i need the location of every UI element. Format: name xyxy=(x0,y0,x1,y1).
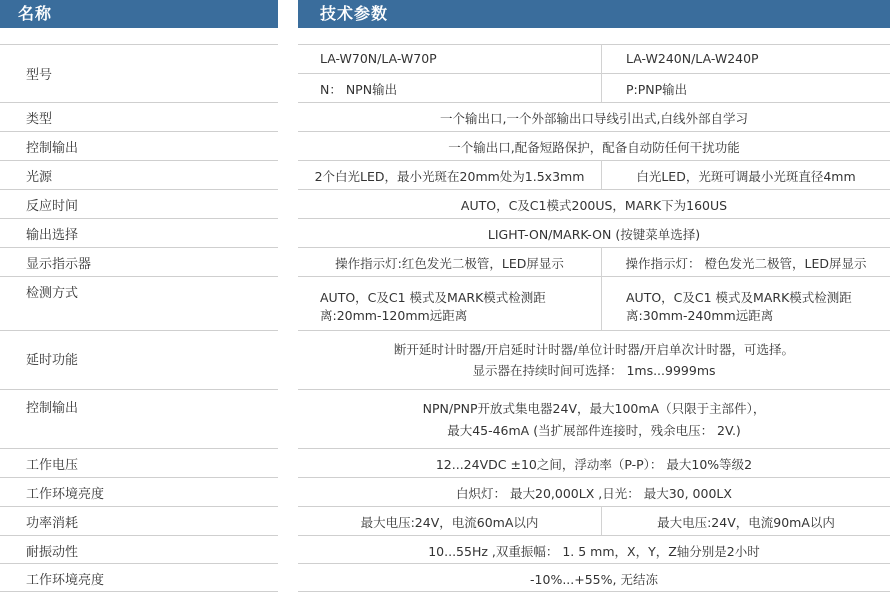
detection-value-2-line1: AUTO，C及C1 模式及MARK模式检测距 xyxy=(626,290,852,305)
row-label-control-output: 控制输出 xyxy=(26,141,79,156)
divider xyxy=(298,563,890,564)
indicator-value-2: 操作指示灯： 橙色发光二极管，LED屏显示 xyxy=(625,256,867,271)
row-label-brightness: 工作环境亮度 xyxy=(26,487,105,502)
divider xyxy=(0,330,278,331)
divider xyxy=(0,44,278,45)
divider xyxy=(0,563,278,564)
divider xyxy=(0,389,278,390)
divider xyxy=(298,276,890,277)
divider xyxy=(0,477,278,478)
divider xyxy=(0,448,278,449)
column-header-name: 名称 xyxy=(0,0,278,28)
row-label-type: 类型 xyxy=(26,112,53,127)
divider xyxy=(0,218,278,219)
divider xyxy=(298,131,890,132)
divider xyxy=(0,276,278,277)
column-divider xyxy=(601,44,602,102)
divider xyxy=(298,102,890,103)
light-source-value-2: 白光LED，光斑可调最小光斑直径4mm xyxy=(636,169,856,184)
env-value: -10%...+55%, 无结冻 xyxy=(530,572,658,587)
divider xyxy=(0,247,278,248)
divider xyxy=(298,535,890,536)
divider xyxy=(0,160,278,161)
row-label-power: 功率消耗 xyxy=(26,516,79,531)
divider xyxy=(298,389,890,390)
row-label-control-output-2: 控制输出 xyxy=(26,401,79,416)
model-value-npn: N： NPN输出 xyxy=(320,82,398,97)
voltage-value: 12...24VDC ±10之间，浮动率（P-P）： 最大10%等级2 xyxy=(435,457,753,472)
delay-value-line1: 断开延时计时器/开启延时计时器/单位计时器/开启单次计时器，可选择。 xyxy=(393,342,795,357)
vibration-value: 10...55Hz ,双重振幅： 1. 5 mm，X，Y，Z轴分别是2小时 xyxy=(428,544,760,559)
row-label-delay: 延时功能 xyxy=(26,353,79,368)
divider xyxy=(0,102,278,103)
response-time-value: AUTO，C及C1模式200US，MARK下为160US xyxy=(460,198,728,213)
divider xyxy=(298,448,890,449)
row-label-indicator: 显示指示器 xyxy=(26,257,92,272)
row-label-detection: 检测方式 xyxy=(26,286,79,301)
type-value: 一个输出口,一个外部输出口导线引出式,白线外部自学习 xyxy=(440,111,748,126)
row-label-env: 工作环境亮度 xyxy=(26,573,105,588)
divider xyxy=(298,73,890,74)
divider xyxy=(298,506,890,507)
divider xyxy=(298,247,890,248)
column-header-spec: 技术参数 xyxy=(298,0,890,28)
power-value-1: 最大电压:24V，电流60mA以内 xyxy=(360,515,539,530)
output-select-value: LIGHT-ON/MARK-ON (按键菜单选择) xyxy=(487,227,701,242)
divider xyxy=(298,330,890,331)
divider xyxy=(298,218,890,219)
row-label-model: 型号 xyxy=(26,68,53,83)
row-label-light-source: 光源 xyxy=(26,170,53,185)
row-label-response-time: 反应时间 xyxy=(26,199,79,214)
detection-value-1-line1: AUTO，C及C1 模式及MARK模式检测距 xyxy=(320,290,546,305)
divider xyxy=(298,160,890,161)
brightness-value: 白炽灯： 最大20,000LX ,日光： 最大30, 000LX xyxy=(456,486,732,501)
divider xyxy=(298,477,890,478)
divider xyxy=(0,131,278,132)
detection-value-2-line2: 离:30mm-240mm远距离 xyxy=(626,308,774,323)
control-output-2-line2: 最大45-46mA (当扩展部件连接时，残余电压： 2V.) xyxy=(447,423,741,438)
divider xyxy=(0,535,278,536)
model-value-1: LA-W70N/LA-W70P xyxy=(320,51,437,66)
power-value-2: 最大电压:24V，电流90mA以内 xyxy=(657,515,835,530)
detection-value-1-line2: 离:20mm-120mm远距离 xyxy=(320,308,468,323)
divider xyxy=(0,189,278,190)
indicator-value-1: 操作指示灯:红色发光二极管，LED屏显示 xyxy=(335,256,564,271)
divider xyxy=(298,189,890,190)
model-value-pnp: P:PNP输出 xyxy=(626,82,688,97)
divider xyxy=(298,44,890,45)
light-source-value-1: 2个白光LED，最小光斑在20mm处为1.5x3mm xyxy=(314,169,585,184)
delay-value-line2: 显示器在持续时间可选择： 1ms...9999ms xyxy=(472,363,716,378)
control-output-2-line1: NPN/PNP开放式集电器24V，最大100mA（只限于主部件）， xyxy=(422,401,766,416)
control-output-value: 一个输出口,配备短路保护，配备自动防任何干扰功能 xyxy=(448,140,740,155)
model-value-2: LA-W240N/LA-W240P xyxy=(626,51,759,66)
row-label-vibration: 耐振动性 xyxy=(26,545,79,560)
divider xyxy=(0,506,278,507)
row-label-output-select: 输出选择 xyxy=(26,228,79,243)
row-label-voltage: 工作电压 xyxy=(26,458,79,473)
